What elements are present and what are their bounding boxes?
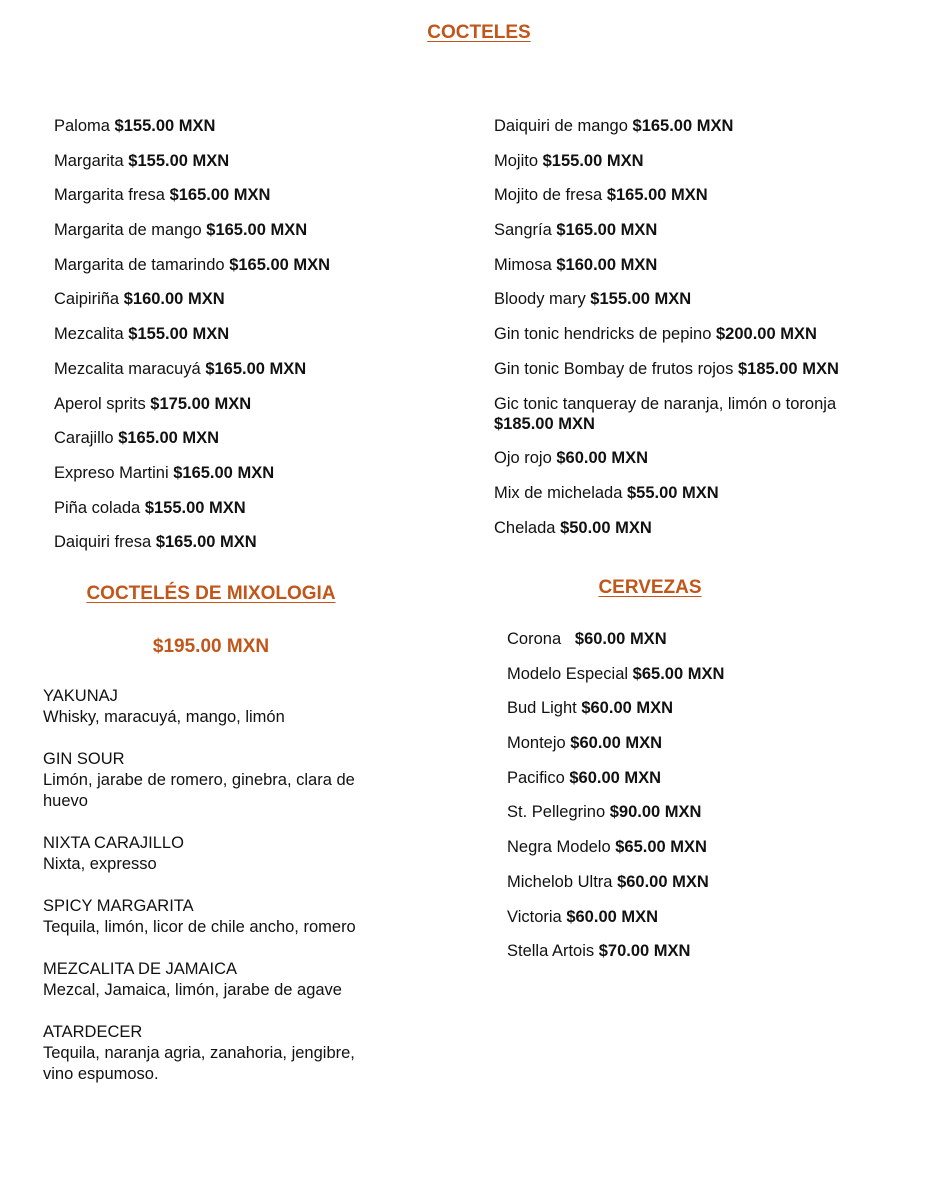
item-name: Pacifico: [507, 768, 565, 787]
item-price: $155.00 MXN: [590, 290, 692, 309]
beer-item: [507, 664, 887, 699]
item-price: $60.00 MXN: [570, 734, 663, 753]
item-name: Paloma: [54, 117, 110, 135]
item-name: Ojo rojo: [494, 449, 552, 468]
mixologia-item-desc: Limón, jarabe de romero, ginebra, clara de huevo: [43, 771, 355, 810]
item-price: $185.00 MXN: [494, 414, 595, 433]
item-name: Gin tonic Bombay de frutos rojos: [494, 359, 734, 378]
item-name: Mezcalita: [54, 325, 124, 344]
item-name: Chelada: [494, 518, 556, 537]
item-name: St. Pellegrino: [507, 803, 606, 822]
mixologia-item: [43, 749, 373, 812]
item-price: $60.00 MXN: [569, 768, 662, 787]
cervezas-heading: CERVEZAS: [598, 577, 702, 598]
item-name: Margarita de mango: [54, 221, 202, 240]
menu-item: [494, 116, 894, 151]
item-price: $155.00 MXN: [144, 498, 246, 517]
item-price: $155.00 MXN: [128, 325, 230, 344]
menu-item: [54, 289, 454, 324]
item-name: Mojito: [494, 151, 539, 170]
item-price: $165.00 MXN: [155, 533, 257, 552]
item-name: Carajillo: [54, 429, 114, 448]
item-name: Mojito de fresa: [494, 186, 603, 205]
beer-item: [507, 768, 887, 803]
menu-item: [54, 185, 454, 220]
menu-item: [54, 394, 454, 429]
item-price: $155.00 MXN: [114, 117, 216, 135]
item-price: $175.00 MXN: [150, 394, 252, 413]
menu-item: [494, 394, 884, 434]
menu-item: [54, 428, 454, 463]
item-price: $60.00 MXN: [566, 907, 659, 926]
item-price: $155.00 MXN: [128, 151, 230, 170]
item-price: $165.00 MXN: [632, 117, 734, 135]
item-price: $90.00 MXN: [609, 803, 702, 822]
item-price: $165.00 MXN: [118, 429, 220, 448]
item-name: Modelo Especial: [507, 664, 629, 683]
cocteles-left-column: [54, 116, 454, 567]
item-price: $165.00 MXN: [205, 359, 307, 378]
item-name: Gic tonic tanqueray de naranja, limón o toronja: [494, 394, 837, 413]
mixologia-item-desc: Whisky, maracuyá, mango, limón: [43, 708, 285, 726]
beer-item: [507, 698, 887, 733]
menu-item: [54, 220, 454, 255]
item-name: Negra Modelo: [507, 838, 611, 857]
menu-item: [54, 532, 454, 567]
item-price: $60.00 MXN: [556, 449, 649, 468]
item-price: $160.00 MXN: [123, 290, 225, 309]
cocteles-right-column: [494, 116, 894, 552]
item-name: Montejo: [507, 734, 566, 753]
menu-item: [494, 151, 894, 186]
item-price: $50.00 MXN: [560, 518, 652, 537]
mixologia-item: [43, 896, 373, 938]
item-price: $160.00 MXN: [556, 255, 658, 274]
item-name: Victoria: [507, 907, 562, 926]
menu-item: [494, 359, 894, 394]
mixologia-item-name: GIN SOUR: [43, 750, 125, 768]
item-name: Mix de michelada: [494, 483, 623, 502]
beer-item: [507, 802, 887, 837]
item-price: $65.00 MXN: [632, 664, 725, 683]
menu-item: [54, 151, 454, 186]
item-price: $165.00 MXN: [556, 221, 658, 240]
mixologia-item-name: ATARDECER: [43, 1023, 143, 1041]
item-name: Mimosa: [494, 255, 552, 274]
menu-item: [494, 289, 894, 324]
item-price: $185.00 MXN: [737, 359, 839, 378]
item-name: Sangría: [494, 221, 552, 240]
item-name: Daiquiri de mango: [494, 117, 628, 135]
item-name: Stella Artois: [507, 942, 595, 961]
menu-item: [494, 518, 894, 553]
item-name: Gin tonic hendricks de pepino: [494, 325, 712, 344]
beer-item: [507, 629, 887, 664]
beer-item: [507, 733, 887, 768]
item-name: Daiquiri fresa: [54, 533, 152, 552]
item-price: $60.00 MXN: [617, 872, 709, 891]
item-price: $165.00 MXN: [173, 463, 275, 482]
menu-item: [54, 324, 454, 359]
item-price: $165.00 MXN: [606, 186, 708, 205]
item-name: Piña colada: [54, 498, 141, 517]
item-price: $165.00 MXN: [206, 221, 308, 240]
menu-item: [54, 255, 454, 290]
item-price: $200.00 MXN: [715, 325, 817, 344]
menu-item: [54, 498, 454, 533]
item-name: Corona: [507, 630, 571, 648]
item-name: Margarita: [54, 151, 124, 170]
beer-item: [507, 907, 887, 942]
mixologia-item: [43, 1022, 373, 1085]
menu-item: [54, 359, 454, 394]
mixologia-item-name: MEZCALITA DE JAMAICA: [43, 960, 238, 978]
mixologia-item-desc: Nixta, expresso: [43, 855, 157, 873]
page-title: COCTELES: [427, 22, 531, 43]
item-name: Mezcalita maracuyá: [54, 359, 201, 378]
item-name: Bud Light: [507, 699, 577, 718]
menu-item: [494, 220, 894, 255]
item-name: Michelob Ultra: [507, 872, 613, 891]
mixologia-item: [43, 686, 373, 728]
mixologia-item-name: NIXTA CARAJILLO: [43, 834, 184, 852]
beer-item: [507, 941, 887, 976]
menu-item: [54, 116, 454, 151]
mixologia-price: $195.00 MXN: [152, 636, 270, 657]
mixologia-item-desc: Tequila, naranja agria, zanahoria, jengibre, vino espumoso.: [43, 1044, 355, 1083]
item-price: $60.00 MXN: [574, 630, 667, 648]
item-price: $165.00 MXN: [169, 186, 271, 205]
item-name: Margarita fresa: [54, 186, 165, 205]
item-name: Expreso Martini: [54, 463, 169, 482]
item-price: $60.00 MXN: [581, 699, 674, 718]
beer-item: [507, 872, 887, 907]
item-name: Caipiriña: [54, 290, 120, 309]
beer-item: [507, 837, 887, 872]
menu-item: [494, 448, 894, 483]
mixologia-heading: COCTELÉS DE MIXOLOGIA: [86, 583, 336, 604]
item-name: Bloody mary: [494, 290, 586, 309]
mixologia-item: [43, 833, 373, 875]
mixologia-item-name: SPICY MARGARITA: [43, 897, 194, 915]
mixologia-list: [43, 686, 373, 1106]
mixologia-item-name: YAKUNAJ: [43, 687, 118, 705]
mixologia-item-desc: Tequila, limón, licor de chile ancho, romero: [43, 918, 356, 936]
item-price: $65.00 MXN: [615, 838, 707, 857]
mixologia-item: [43, 959, 373, 1001]
cervezas-list: [507, 629, 887, 976]
item-price: $55.00 MXN: [626, 483, 719, 502]
menu-item: [494, 185, 894, 220]
item-price: $155.00 MXN: [542, 151, 644, 170]
item-price: $165.00 MXN: [229, 255, 331, 274]
menu-item: [54, 463, 454, 498]
item-name: Aperol sprits: [54, 394, 146, 413]
item-name: Margarita de tamarindo: [54, 255, 225, 274]
menu-item: [494, 255, 894, 290]
menu-item: [494, 324, 894, 359]
mixologia-item-desc: Mezcal, Jamaica, limón, jarabe de agave: [43, 981, 342, 999]
item-price: $70.00 MXN: [598, 942, 691, 961]
menu-item: [494, 483, 894, 518]
